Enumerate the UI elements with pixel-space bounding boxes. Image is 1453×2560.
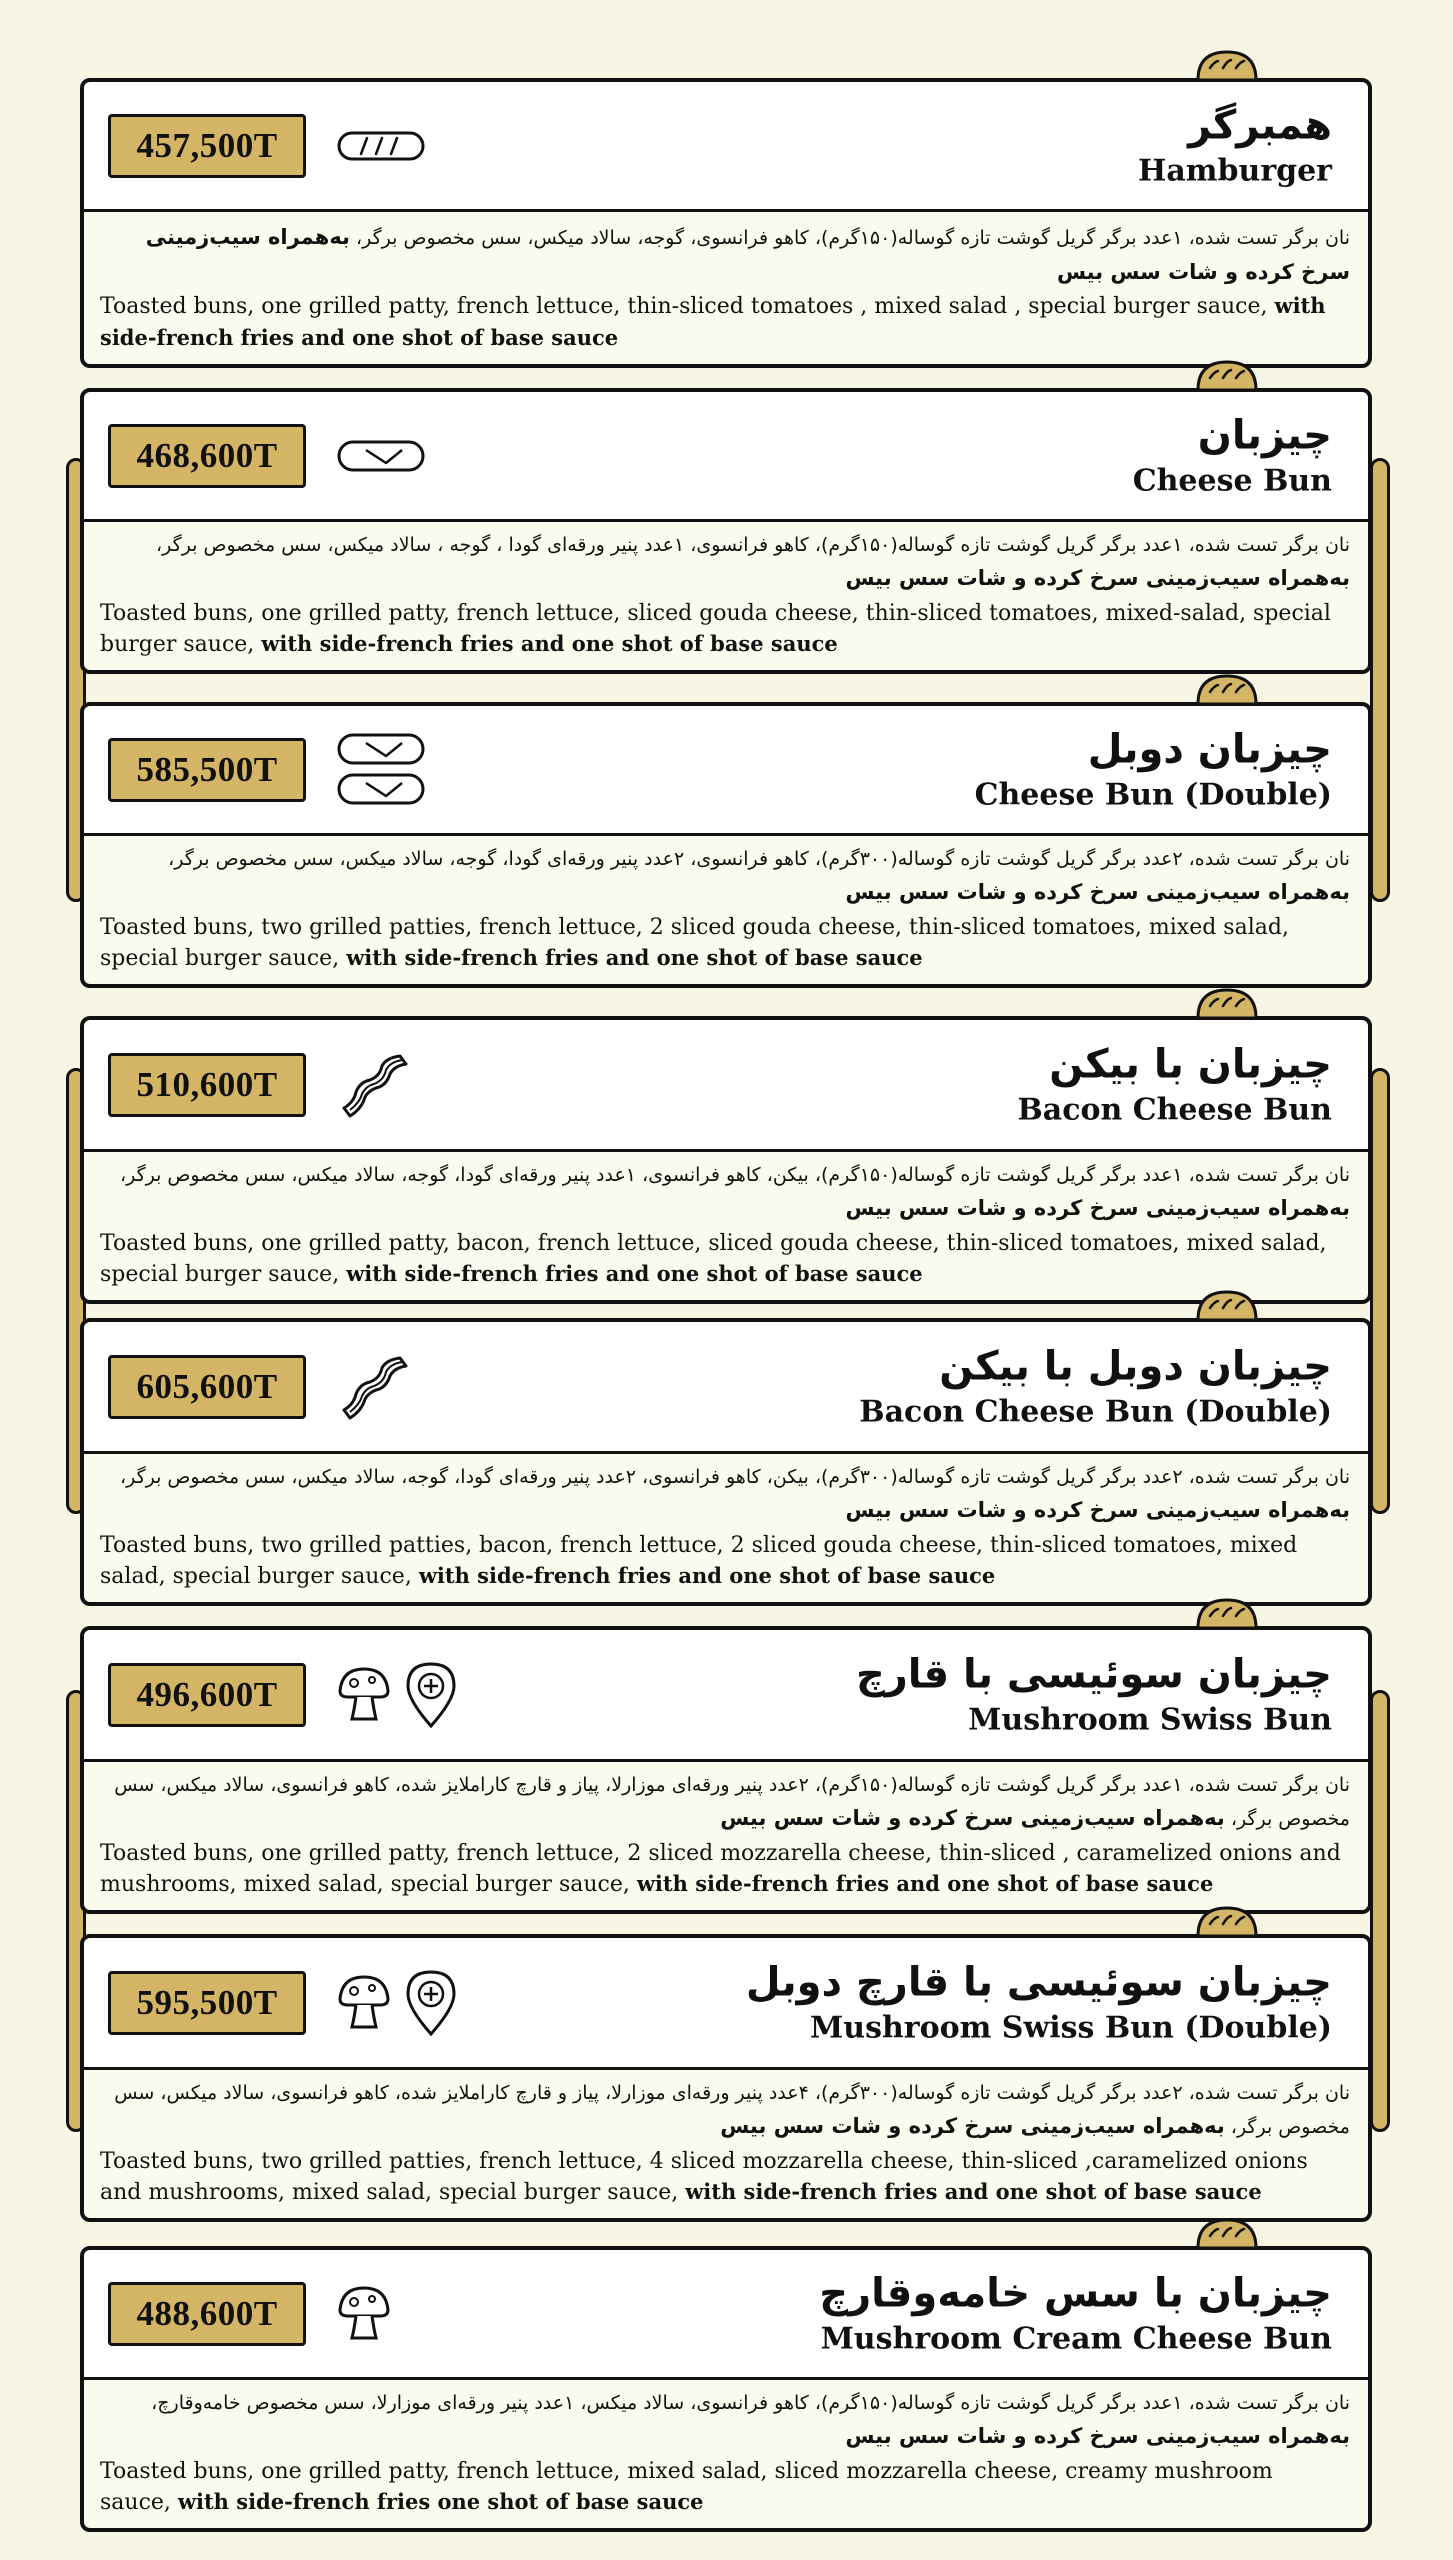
bacon-icon [336,1050,412,1120]
group-bar-right [1370,458,1390,902]
bun-icon [1194,986,1260,1022]
mushroom-icon [336,1973,392,2033]
menu-item-card[interactable] [80,702,1372,988]
item-title-fa: همبرگر [1188,101,1332,148]
item-title-en: Mushroom Cream Cheese Bun [820,2320,1332,2356]
item-description-en: Toasted buns, one grilled patty, bacon, french lettuce, sliced gouda cheese, thin-sliced tomatoes, mixed salad, special burger sauce, with side-french fries and one shot of base sauce [100,1230,1327,1288]
bun-icon [1194,358,1260,394]
bacon-icon [336,1352,412,1422]
bun-icon [1194,1596,1260,1632]
item-title-fa: چیزبان سوئیسی با قارچ [855,1650,1332,1697]
price-tag: 595,500T [108,1971,306,2035]
menu-item-card[interactable] [80,78,1372,368]
bread-icon [336,126,426,166]
price-tag: 488,600T [108,2282,306,2346]
item-title-en: Hamburger [1138,152,1332,188]
item-title-en: Cheese Bun [1132,462,1332,498]
price-tag: 468,600T [108,424,306,488]
item-description-en: Toasted buns, one grilled patty, french lettuce, thin-sliced tomatoes , mixed salad , special burger sauce, with side-french fries and one shot of base sauce [100,293,1326,350]
item-title-en: Bacon Cheese Bun (Double) [859,1393,1332,1429]
menu-item-card[interactable] [80,1016,1372,1304]
menu-item-card[interactable] [80,388,1372,674]
group-bar-right [1370,1690,1390,2132]
item-description-fa: نان برگر تست شده، ۲عدد برگر گریل گوشت تازه گوساله(۳۰۰گرم)، بیکن، کاهو فرانسوی، ۲عدد پنیر ورقه‌ای گودا، گوجه، سالاد میکس، سس مخصوص برگر، به‌همراه سیب‌زمینی سرخ کرده و شات سس بیس [119,1466,1350,1523]
item-title-en: Mushroom Swiss Bun [968,1701,1332,1737]
item-description-fa: نان برگر تست شده، ۱عدد برگر گریل گوشت تازه گوساله(۱۵۰گرم)، کاهو فرانسوی، سالاد میکس، ۱عدد پنیر ورقه‌ای موزارلا، سس مخصوص خامه‌وقارچ، به‌همراه سیب‌زمینی سرخ کرده و شات سس بیس [151,2392,1350,2449]
item-title-fa: چیزبان با سس خامه‌وقارچ [819,2269,1332,2316]
item-title-fa: چیزبان دوبل با بیکن [939,1342,1332,1389]
price-tag: 457,500T [108,114,306,178]
bun-icon [1194,1904,1260,1940]
item-title-fa: چیزبان با بیکن [1049,1040,1332,1087]
price-tag: 605,600T [108,1355,306,1419]
item-description-fa: نان برگر تست شده، ۱عدد برگر گریل گوشت تازه گوساله(۱۵۰گرم)، ۲عدد پنیر ورقه‌ای موزارلا، پیاز و قارچ کاراملایز شده، کاهو فرانسوی، سالاد میکس، سس مخصوص برگر، به‌همراه سیب‌زمینی سرخ کرده و شات سس بیس [114,1774,1350,1831]
item-description-fa: نان برگر تست شده، ۱عدد برگر گریل گوشت تازه گوساله(۱۵۰گرم)، کاهو فرانسوی، ۱عدد پنیر ورقه‌ای گودا ، گوجه ، سالاد میکس، سس مخصوص برگر، به‌همراه سیب‌زمینی سرخ کرده و شات سس بیس [156,534,1350,591]
item-title-fa: چیزبان سوئیسی با قارچ دوبل [745,1958,1332,2005]
item-description-fa: نان برگر تست شده، ۱عدد برگر گریل گوشت تازه گوساله(۱۵۰گرم)، کاهو فرانسوی، گوجه، سالاد میکس، سس مخصوص برگر، به‌همراه سیب‌زمینی سرخ کرده و شات سس بیس [145,225,1350,284]
item-title-en: Bacon Cheese Bun [1017,1091,1332,1127]
menu-item-card[interactable] [80,1934,1372,2222]
bun-icon [1194,1288,1260,1324]
bun-icon [1194,672,1260,708]
menu-item-card[interactable] [80,1626,1372,1914]
price-tag: 510,600T [108,1053,306,1117]
item-description-fa: نان برگر تست شده، ۱عدد برگر گریل گوشت تازه گوساله(۱۵۰گرم)، بیکن، کاهو فرانسوی، ۱عدد پنیر ورقه‌ای گودا، گوجه، سالاد میکس، سس مخصوص برگر، به‌همراه سیب‌زمینی سرخ کرده و شات سس بیس [119,1164,1350,1221]
item-description-fa: نان برگر تست شده، ۲عدد برگر گریل گوشت تازه گوساله(۳۰۰گرم)، ۴عدد پنیر ورقه‌ای موزارلا، پیاز و قارچ کاراملایز شده، کاهو فرانسوی، سالاد میکس، سس مخصوص برگر، به‌همراه سیب‌زمینی سرخ کرده و شات سس بیس [114,2082,1350,2139]
item-description-en: Toasted buns, two grilled patties, french lettuce, 4 sliced mozzarella cheese, thin-sliced ,caramelized onions and mushrooms, mixed salad, special burger sauce, with side-french fries and one shot of base sauce [100,2148,1308,2206]
item-description-en: Toasted buns, one grilled patty, french lettuce, mixed salad, sliced mozzarella cheese, creamy mushroom sauce, with side-french fries one shot of base sauce [100,2458,1273,2516]
bun-icon [1194,2216,1260,2252]
location-pin-icon [404,1968,458,2038]
item-title-fa: چیزبان [1197,411,1332,458]
bun-side-icon [336,436,426,476]
bun-icon [1194,48,1260,84]
group-bar-right [1370,1068,1390,1514]
item-description-fa: نان برگر تست شده، ۲عدد برگر گریل گوشت تازه گوساله(۳۰۰گرم)، کاهو فرانسوی، ۲عدد پنیر ورقه‌ای گودا، گوجه، سالاد میکس، سس مخصوص برگر، به‌همراه سیب‌زمینی سرخ کرده و شات سس بیس [168,848,1350,905]
menu-item-card[interactable] [80,2246,1372,2532]
item-title-en: Cheese Bun (Double) [974,776,1332,812]
mushroom-icon [336,2284,392,2344]
location-pin-icon [404,1660,458,1730]
price-tag: 585,500T [108,738,306,802]
mushroom-icon [336,1665,392,1725]
item-description-en: Toasted buns, two grilled patties, french lettuce, 2 sliced gouda cheese, thin-sliced tomatoes, mixed salad, special burger sauce, with side-french fries and one shot of base sauce [100,914,1289,972]
double-bun-icon [336,731,426,809]
price-tag: 496,600T [108,1663,306,1727]
item-description-en: Toasted buns, two grilled patties, bacon, french lettuce, 2 sliced gouda cheese, thin-sliced tomatoes, mixed salad, special burger sauce, with side-french fries and one shot of base sauce [100,1532,1298,1590]
item-description-en: Toasted buns, one grilled patty, french lettuce, sliced gouda cheese, thin-sliced tomatoes, mixed-salad, special burger sauce, with side-french fries and one shot of base sauce [100,600,1331,658]
item-title-en: Mushroom Swiss Bun (Double) [810,2009,1332,2045]
menu-item-card[interactable] [80,1318,1372,1606]
item-title-fa: چیزبان دوبل [1087,725,1332,772]
item-description-en: Toasted buns, one grilled patty, french lettuce, 2 sliced mozzarella cheese, thin-sliced , caramelized onions and mushrooms, mixed salad, special burger sauce, with side-french fries and one shot of base sauce [100,1840,1341,1898]
